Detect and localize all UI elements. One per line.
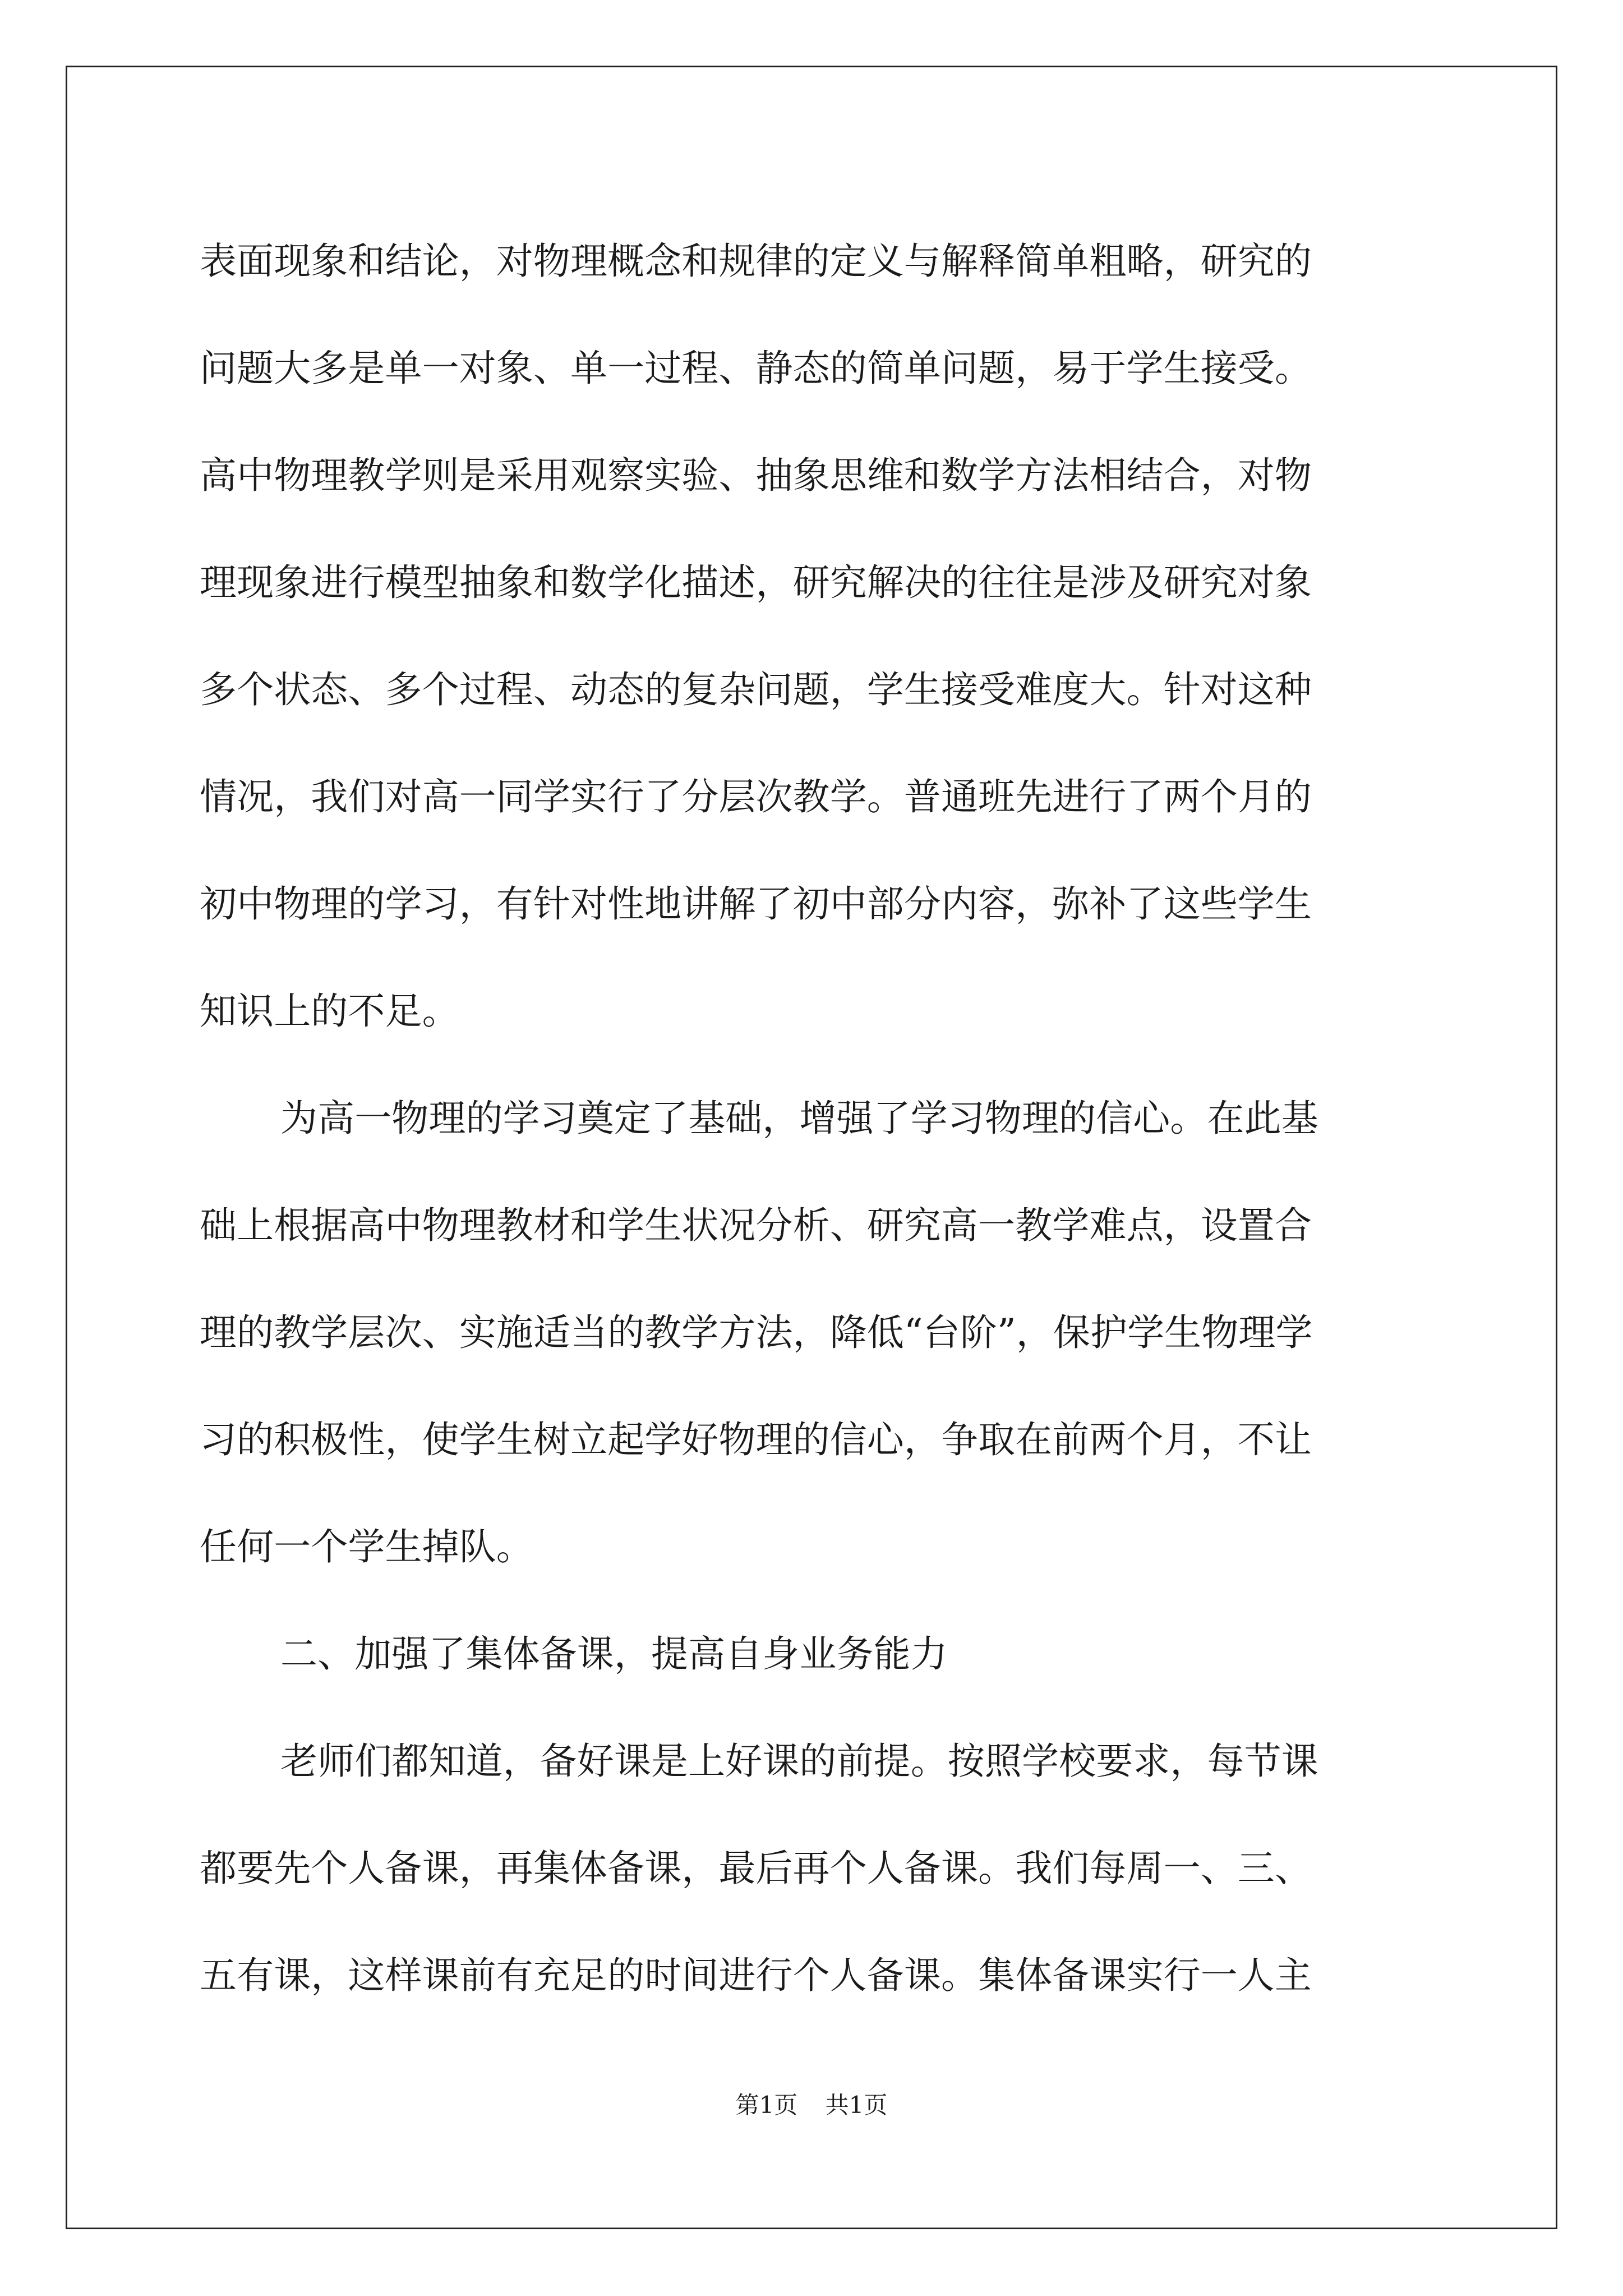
page-number: 第1页: [735, 2091, 798, 2119]
section-heading: 二、加强了集体备课，提高自身业务能力: [280, 1632, 948, 1676]
text-line: 任何一个学生掉队。: [200, 1525, 533, 1568]
page-total: 共1页: [825, 2091, 888, 2119]
paragraph-first-line: 老师们都知道，备好课是上好课的前提。按照学校要求，每节课: [280, 1740, 1318, 1783]
text-line: 习的积极性，使学生树立起学好物理的信心，争取在前两个月，不让: [200, 1418, 1312, 1461]
paragraph-first-line: 为高一物理的学习奠定了基础，增强了学习物理的信心。在此基: [280, 1097, 1318, 1140]
text-line: 理的教学层次、实施适当的教学方法，降低“台阶”，保护学生物理学: [200, 1311, 1313, 1354]
text-line: 表面现象和结论，对物理概念和规律的定义与解释简单粗略，研究的: [200, 240, 1312, 283]
text-line: 知识上的不足。: [200, 990, 459, 1033]
page-footer: [0, 2087, 1623, 2120]
text-line: 高中物理教学则是采用观察实验、抽象思维和数学方法相结合，对物: [200, 454, 1312, 497]
text-line: 理现象进行模型抽象和数学化描述，研究解决的往往是涉及研究对象: [200, 561, 1312, 604]
text-line: 都要先个人备课，再集体备课，最后再个人备课。我们每周一、三、: [200, 1847, 1312, 1890]
document-body: [200, 208, 1428, 2029]
text-line: 情况，我们对高一同学实行了分层次教学。普通班先进行了两个月的: [200, 775, 1312, 818]
text-line: 多个状态、多个过程、动态的复杂问题，学生接受难度大。针对这种: [200, 668, 1312, 711]
text-line: 五有课，这样课前有充足的时间进行个人备课。集体备课实行一人主: [200, 1954, 1312, 1997]
text-line: 础上根据高中物理教材和学生状况分析、研究高一教学难点，设置合: [200, 1204, 1312, 1247]
text-line: 初中物理的学习，有针对性地讲解了初中部分内容，弥补了这些学生: [200, 882, 1312, 926]
text-line: 问题大多是单一对象、单一过程、静态的简单问题，易于学生接受。: [200, 347, 1312, 390]
